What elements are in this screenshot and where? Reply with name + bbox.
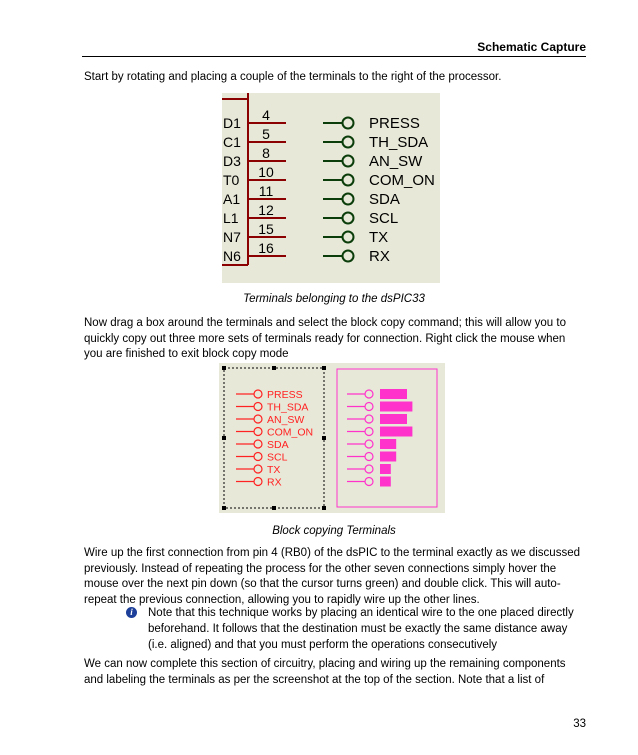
page-number: 33 [573,718,586,730]
pin-number-label: 11 [258,183,274,199]
copied-terminal-label-bar [380,414,407,424]
selected-terminal-label: AN_SW [267,414,305,426]
pin-name-label: A1 [223,191,241,207]
terminal-label: RX [369,248,390,265]
figure1-caption: Terminals belonging to the dsPIC33 [243,293,425,305]
terminal-label: TX [369,229,389,246]
header-rule [82,56,586,57]
pin-number-label: 16 [258,240,274,256]
paragraph-complete: We can now complete this section of circuitry, placing and wiring up the remaining components and labeling the terminals as per the screenshot at the top of the section. Note that a list of [84,658,566,686]
pin-number-label: 10 [258,164,274,180]
pin-name-label: T0 [223,172,240,188]
copied-terminal-label-bar [380,402,412,412]
selected-terminal-label: PRESS [267,389,303,401]
figure2-caption: Block copying Terminals [272,525,396,537]
paragraph-wiring: Wire up the first connection from pin 4 (RB0) of the dsPIC to the terminal exactly as we discussed previously. Instead of repeating the process for the other seven connections simply hover the mouse over the next pin down (so that the cursor turns green) and double click. This will auto-repeat the previous connection, allowing you to rapidly wire up the other lines. [84,547,580,606]
selected-terminal-label: TH_SDA [267,401,309,414]
copied-terminal-label-bar [380,477,391,487]
selected-terminal-label: RX [267,476,282,489]
pin-number-label: 8 [262,145,270,161]
copied-terminal-label-bar [380,439,396,449]
copied-terminal-label-bar [380,464,391,474]
copied-terminal-label-bar [380,427,412,437]
pin-name-label: C1 [223,134,241,150]
pin-name-label: D3 [223,153,241,169]
terminal-label: COM_ON [369,172,435,189]
selected-terminal-label: TX [267,464,281,476]
pin-number-label: 4 [262,107,270,123]
pin-name-label: N6 [223,248,241,264]
selected-terminal-label: SDA [267,439,289,451]
schematic-background [219,363,445,513]
paragraph-intro: Start by rotating and placing a couple of the terminals to the right of the processor. [84,71,502,83]
terminal-label: SCL [369,210,399,227]
paragraph-block-copy: Now drag a box around the terminals and select the block copy command; this will allow you to quickly copy out three more sets of terminals ready for connection. Right click the mouse when you are finished to exit block copy mode [84,317,566,360]
terminal-label: PRESS [369,115,420,132]
pin-number-label: 15 [258,221,274,237]
note-text: Note that this technique works by placing an identical wire to the one placed directly beforehand. It follows that the destination must be exactly the same distance away (i.e. aligned) and that you must perform the operations consecutively [148,607,574,651]
pin-number-label: 5 [262,126,270,142]
terminal-label: AN_SW [369,153,423,170]
selected-terminal-label: SCL [267,451,288,464]
figure-block-copy-screenshot [219,363,445,513]
info-icon: i [126,607,137,618]
copied-terminal-label-bar [380,452,396,462]
copied-terminal-label-bar [380,389,407,399]
pin-name-label: N7 [223,229,241,245]
selected-terminal-label: COM_ON [267,426,314,439]
pin-name-label: L1 [223,210,239,226]
terminal-label: SDA [369,191,400,208]
terminal-label: TH_SDA [369,134,429,151]
pin-number-label: 12 [258,202,274,218]
figure-terminals-screenshot [222,93,440,283]
pin-name-label: D1 [223,115,241,131]
running-header: Schematic Capture [477,40,586,54]
